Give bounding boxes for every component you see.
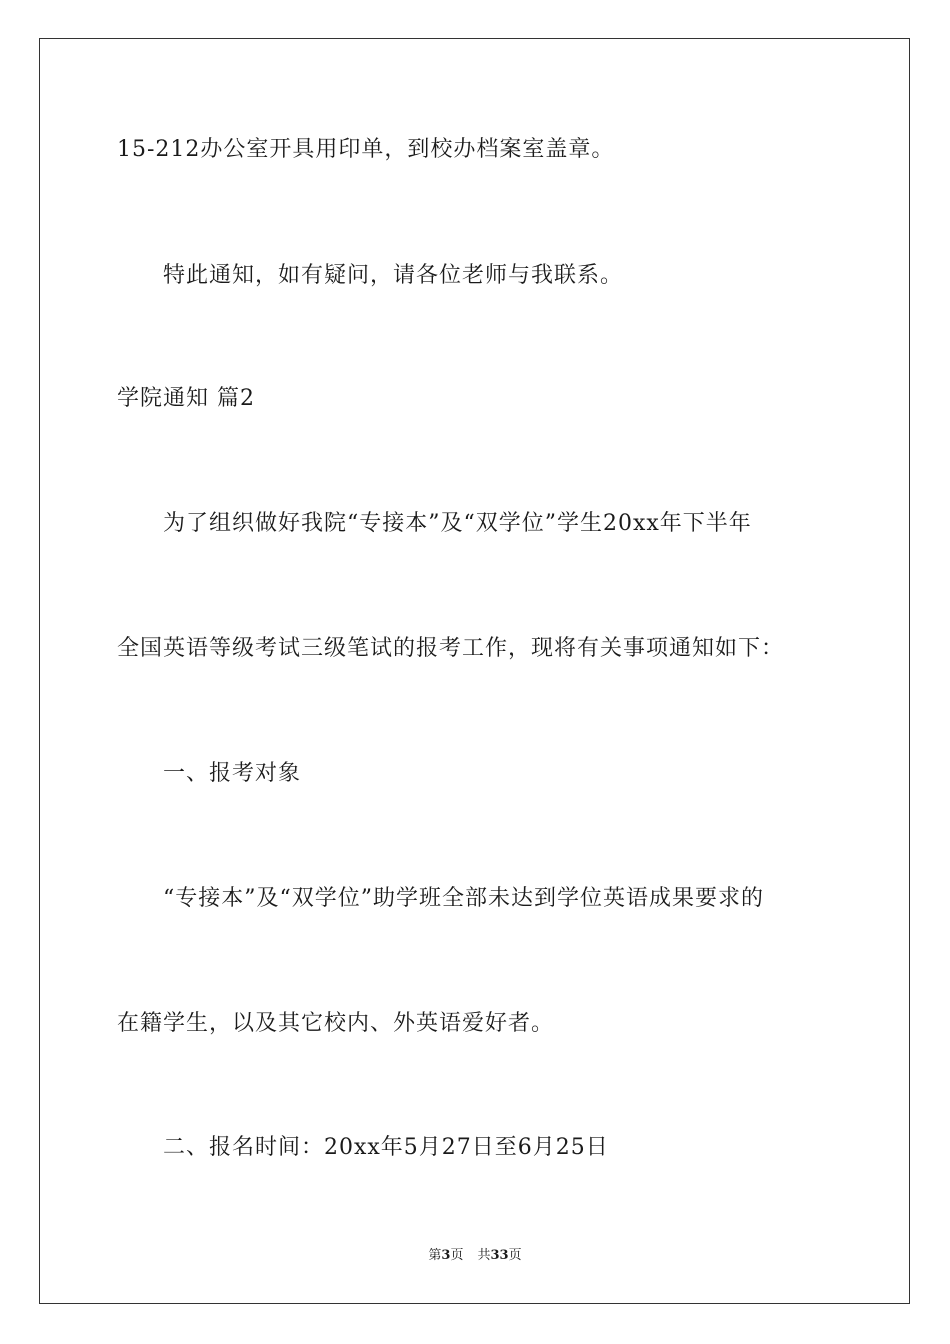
total-suffix: 页 xyxy=(508,1248,522,1263)
section-heading: 学院通知 篇2 xyxy=(117,386,255,411)
paragraph-line: 15-212办公室开具用印单，到校办档案室盖章。 xyxy=(117,137,615,162)
page-border xyxy=(39,38,910,1304)
page-number: 3 xyxy=(441,1248,451,1263)
paragraph-line: 在籍学生，以及其它校内、外英语爱好者。 xyxy=(117,1011,555,1036)
paragraph-line: “专接本”及“双学位”助学班全部未达到学位英语成果要求的 xyxy=(163,886,764,911)
paragraph-line: 全国英语等级考试三级笔试的报考工作，现将有关事项通知如下： xyxy=(117,636,785,661)
page-prefix: 第 xyxy=(428,1248,442,1263)
total-prefix: 共 xyxy=(477,1248,491,1263)
page-footer xyxy=(0,1247,950,1265)
total-pages: 33 xyxy=(490,1248,509,1263)
paragraph-line: 特此通知，如有疑问，请各位老师与我联系。 xyxy=(163,263,624,288)
subsection-heading: 一、报考对象 xyxy=(163,761,302,786)
paragraph-line: 为了组织做好我院“专接本”及“双学位”学生20xx年下半年 xyxy=(163,511,752,536)
page-suffix: 页 xyxy=(450,1248,464,1263)
subsection-heading: 二、报名时间：20xx年5月27日至6月25日 xyxy=(163,1135,609,1160)
